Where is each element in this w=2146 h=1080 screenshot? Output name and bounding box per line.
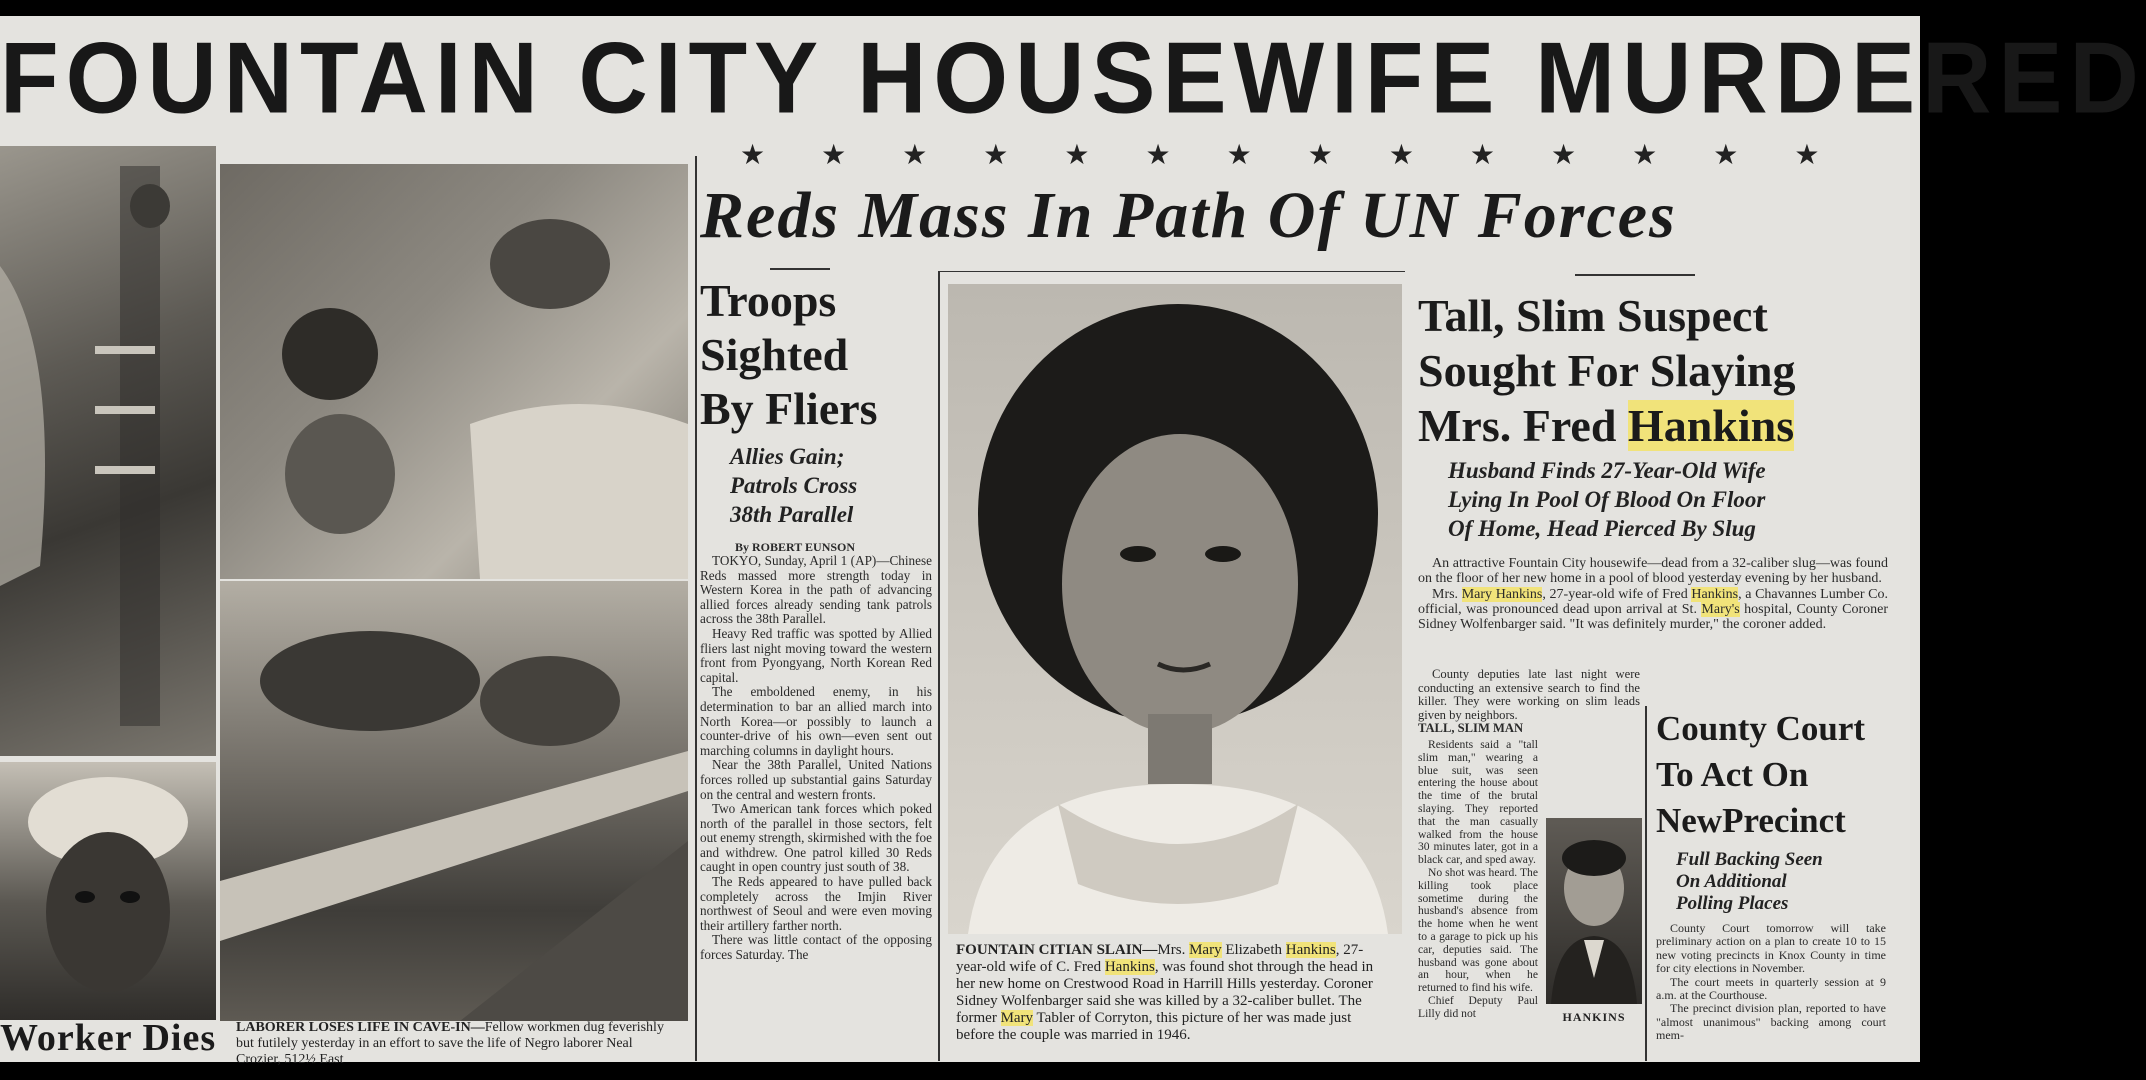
main-inline-subhead: TALL, SLIM MAN xyxy=(1418,721,1524,736)
troops-subhead-line: 38th Parallel xyxy=(730,502,854,527)
cave-in-photo-trench xyxy=(0,146,216,756)
photo-caption-text: Mrs. xyxy=(1157,942,1190,958)
kicker-headline: Reds Mass In Path Of UN Forces xyxy=(700,179,1677,252)
highlighted-name: Hankins xyxy=(1627,400,1795,451)
main-paragraph-text: hospital, County Coroner Sidney Wolfenbarger said. "It was definitely murder," the coroner added. xyxy=(1418,601,1888,633)
column-rule xyxy=(695,156,697,1061)
main-body-top xyxy=(1418,556,1888,632)
column-rule xyxy=(1645,706,1647,1061)
star-divider: ★★★★★★★★★★★★★★ xyxy=(740,140,1876,171)
main-paragraph: Residents said a "tall slim man," wearing a blue suit, was seen entering the house about the time of the brutal slaying. They reported that the man casually walked from the house 30 minutes later, got in a black car, and sped away. xyxy=(1418,738,1538,867)
troops-subhead-line: Allies Gain; xyxy=(730,444,845,469)
cave-in-photo-workers xyxy=(220,581,688,1021)
troops-paragraph: Two American tank forces which poked north of the parallel in those sectors, felt out enemy strength, skirmished with the foe and withdrew. One patrol killed 30 Reds caught in open country just south of 38. xyxy=(700,801,932,875)
cave-in-caption xyxy=(236,1020,676,1068)
photo-caption-text: , was found shot through the head in her new home on Crestwood Road in Harrill Hills yesterday. Coroner Sidney Wolfenbarger said she was killed by a 32-caliber bullet. The former xyxy=(956,959,1374,1026)
main-body-narrow xyxy=(1418,739,1538,1021)
court-subhead-line: On Additional xyxy=(1676,871,1787,892)
portrait-face xyxy=(0,762,216,1020)
troops-paragraph: There was little contact of the opposing forces Saturday. The xyxy=(700,932,932,963)
trench-figures xyxy=(0,146,216,756)
court-headline-line: To Act On xyxy=(1656,755,1809,794)
photo-caption-text: Elizabeth xyxy=(1221,942,1286,958)
photo-caption-lead: FOUNTAIN CITIAN SLAIN— xyxy=(956,942,1158,958)
court-subhead xyxy=(1676,849,1886,915)
newspaper-page xyxy=(0,16,2146,1067)
victim-portrait xyxy=(948,284,1402,934)
main-paragraph: County deputies late last night were conducting an extensive search to find the killer. They were working on slim leads given by neighbors. xyxy=(1418,667,1640,722)
troops-paragraph: Heavy Red traffic was spotted by Allied fliers last night moving toward the western front from Pyongyang, North Korean Red capital. xyxy=(700,625,932,685)
court-paragraph: The precinct division plan, reported to have "almost unanimous" backing among court mem- xyxy=(1656,1001,1886,1043)
main-subhead-line: Lying In Pool Of Blood On Floor xyxy=(1448,487,1766,512)
main-paragraph-text: Mrs. xyxy=(1432,586,1462,602)
court-subhead-line: Full Backing Seen xyxy=(1676,849,1823,870)
short-rule xyxy=(770,268,830,270)
cave-in-photo-closeup xyxy=(220,164,688,579)
court-headline xyxy=(1656,706,1896,844)
photo-top-rule xyxy=(940,271,1405,272)
photo-caption-text: , 27-year-old wife of C. Fred xyxy=(956,942,1364,975)
main-body-lower xyxy=(1418,668,1640,736)
worker-dies-headline: Worker Dies xyxy=(0,1017,217,1059)
short-rule xyxy=(1575,274,1695,276)
troops-headline-line: Troops xyxy=(700,275,837,326)
troops-paragraph: Near the 38th Parallel, United Nations forces rolled up substantial gains Saturday on the central and western fronts. xyxy=(700,757,932,802)
highlighted-name: Mary xyxy=(1189,942,1222,958)
troops-headline-line: By Fliers xyxy=(700,383,878,434)
court-paragraph: County Court tomorrow will take preliminary action on a plan to create 10 to 15 new voting precincts in Knox County in time for city elections in November. xyxy=(1656,921,1886,976)
main-paragraph: No shot was heard. The killing took place sometime during the husband's absence from the home when he went to a garage to pick up his car, deputies said. The husband was gone about an hour, when he returned to find his wife. xyxy=(1418,865,1538,995)
victim-photo-caption xyxy=(956,942,1392,1044)
photo-caption-text: Tabler of Corryton, this picture of her was made just before the couple was married in 1946. xyxy=(956,1010,1352,1043)
main-paragraph-text: , 27-year-old wife of Fred xyxy=(1542,586,1692,602)
highlighted-name: Mary's xyxy=(1701,601,1740,617)
workers-digging xyxy=(220,581,688,1021)
troops-headline-line: Sighted xyxy=(700,329,849,380)
laborer-portrait xyxy=(0,762,216,1020)
husband-mug xyxy=(1546,818,1642,1004)
troops-body xyxy=(700,554,932,963)
highlighted-name: Mary xyxy=(1000,1010,1034,1026)
court-paragraph: The court meets in quarterly session at 9 a.m. at the Courthouse. xyxy=(1656,974,1886,1003)
troops-paragraph: The Reds appeared to have pulled back completely across the Imjin River northwest of Seoul and were even moving their artillery farther north. xyxy=(700,874,932,933)
highlighted-name: Hankins xyxy=(1104,959,1155,975)
main-paragraph xyxy=(1418,587,1888,633)
troops-paragraph: TOKYO, Sunday, April 1 (AP)—Chinese Reds massed more strength today in Western Korea in the path of advancing allied forces already sending tank patrols across the 38th Parallel. xyxy=(700,553,932,627)
column-rule xyxy=(938,271,940,1061)
court-subhead-line: Polling Places xyxy=(1676,893,1789,914)
troops-byline: By ROBERT EUNSON xyxy=(735,540,856,554)
main-headline xyxy=(1418,288,1898,453)
cave-in-caption-lead: LABORER LOSES LIFE IN CAVE-IN— xyxy=(236,1020,485,1035)
highlighted-name: Hankins xyxy=(1285,942,1336,958)
highlighted-name: Mary Hankins xyxy=(1461,586,1543,602)
court-headline-line: County Court xyxy=(1656,709,1866,748)
main-headline-line: Tall, Slim Suspect xyxy=(1418,290,1768,341)
main-subhead-line: Husband Finds 27-Year-Old Wife xyxy=(1448,458,1766,483)
victim-portrait-photo xyxy=(948,284,1402,934)
troops-subhead-line: Patrols Cross xyxy=(730,473,858,498)
husband-mug-caption: HANKINS xyxy=(1562,1010,1626,1024)
main-subhead xyxy=(1448,456,1888,543)
main-headline-line: Sought For Slaying xyxy=(1418,345,1796,396)
main-paragraph-text: , a Chavannes Lumber Co. official, was pronounced dead upon arrival at St. xyxy=(1418,586,1888,617)
troops-headline xyxy=(700,274,930,436)
banner-headline: FOUNTAIN CITY HOUSEWIFE MURDERED xyxy=(0,22,2146,135)
troops-paragraph: The emboldened enemy, in his determination to bar an allied march into North Korea—or possibly to launch a counter-drive of his own—even sent out marching columns in daylight hours. xyxy=(700,684,932,758)
main-headline-line: Mrs. Fred xyxy=(1418,400,1628,451)
troops-subhead xyxy=(730,442,930,529)
court-headline-line: NewPrecinct xyxy=(1656,801,1846,840)
court-body xyxy=(1656,922,1886,1043)
husband-mug-photo xyxy=(1546,818,1642,1004)
main-paragraph: An attractive Fountain City housewife—dead from a 32-caliber slug—was found on the floor of her new home in a pool of blood yesterday evening by her husband. xyxy=(1418,556,1888,587)
main-paragraph: Chief Deputy Paul Lilly did not xyxy=(1418,993,1538,1020)
main-subhead-line: Of Home, Head Pierced By Slug xyxy=(1448,516,1756,541)
closeup-figures xyxy=(220,164,688,579)
highlighted-name: Hankins xyxy=(1691,586,1739,602)
cave-in-caption-text: Fellow workmen dug feverishly but futilely yesterday in an effort to save the life of Negro laborer Neal Crozier, 512½ East xyxy=(236,1020,664,1067)
